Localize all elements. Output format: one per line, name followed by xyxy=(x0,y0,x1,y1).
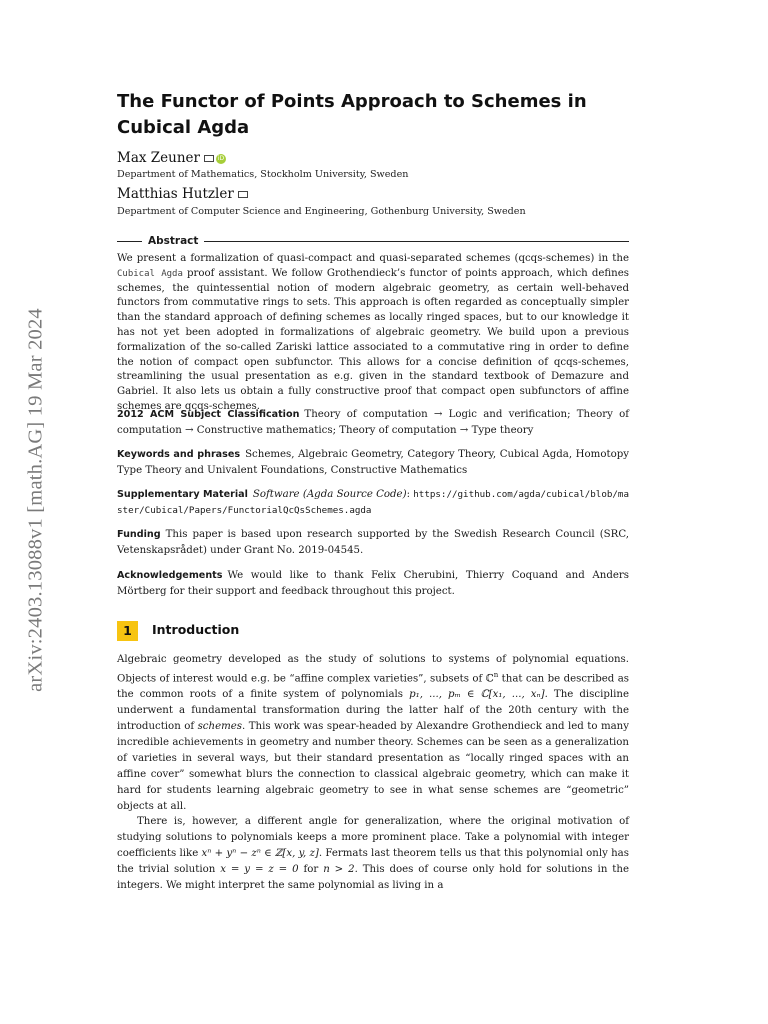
email-icon[interactable] xyxy=(238,191,248,198)
rule-divider xyxy=(117,241,142,242)
rule-divider xyxy=(204,241,629,242)
arxiv-identifier: arXiv:2403.13088v1 [math.AG] 19 Mar 2024 xyxy=(24,308,47,692)
supplementary-link[interactable]: https://github.com/agda/cubical/blob/master/Cubical/Papers/FunctorialQcQsSchemes.agda xyxy=(117,489,629,516)
paragraph: There is, however, a different angle for generalization, where the original motivation of studying solutions to polynomials keeps a more prominent place. Take a polynomial with integer coefficients like xⁿ + yⁿ − zⁿ ∈ ℤ[x, y, z]. Fermats last theorem tells us that this polynomial only has the trivial solution x = y = z = 0 for n > 2. This does of course only hold for solutions in the integers. We might interpret the same polynomial as living in a xyxy=(117,816,629,892)
author-name: Max Zeuner xyxy=(117,150,200,166)
abstract-header xyxy=(117,236,629,246)
acknowledgements: Acknowledgements We would like to thank Felix Cherubini, Thierry Coquand and Anders Mörtberg for their support and feedback throughout this project. xyxy=(117,570,629,597)
acm-classification: 2012 ACM Subject Classification Theory of computation → Logic and verification; Theory of computation → Constructive mathematics; Theory of computation → Type theory xyxy=(117,409,629,436)
keywords: Keywords and phrases Schemes, Algebraic Geometry, Category Theory, Cubical Agda, Homotopy Type Theory and Univalent Foundations, Constructive Mathematics xyxy=(117,449,629,476)
meta-key: 2012 ACM Subject Classification xyxy=(117,409,300,420)
paper-title: The Functor of Points Approach to Schemes in Cubical Agda xyxy=(117,91,587,138)
author-affiliation: Department of Computer Science and Engineering, Gothenburg University, Sweden xyxy=(117,206,526,217)
funding: Funding This paper is based upon research supported by the Swedish Research Council (SRC, Vetenskapsrådet) under Grant No. 2019-04545. xyxy=(117,529,629,556)
meta-key: Supplementary Material xyxy=(117,489,248,500)
author-2 xyxy=(117,186,248,202)
abstract-heading: Abstract xyxy=(148,235,199,247)
email-icon[interactable] xyxy=(204,155,214,162)
meta-key: Funding xyxy=(117,529,161,540)
section-number: 1 xyxy=(117,621,138,641)
author-name: Matthias Hutzler xyxy=(117,186,234,202)
author-affiliation: Department of Mathematics, Stockholm University, Sweden xyxy=(117,169,409,180)
code-term: Cubical Agda xyxy=(117,268,183,279)
section-heading xyxy=(117,620,239,640)
meta-key: Keywords and phrases xyxy=(117,449,241,460)
paragraph: Algebraic geometry developed as the study of solutions to systems of polynomial equations. Objects of interest would e.g. be “affine complex varieties”, subsets of ℂ$^n$ that can be described as the common roots of a finite system of polynomials p₁, ..., pₘ ∈ ℂ[x₁, ..., xₙ]. The discipline underwent a fundamental transformation during the latter half of the 20th century with the introduction of schemes. This work was spear-headed by Alexandre Grothendieck and led to many incredible achievements in geometry and number theory. Schemes can be seen as a generalization of varieties in several ways, but their standard presentation as “locally ringed spaces with an affine cover” somewhat blurs the connection to classical algebraic geometry, which can make it hard for students learning algebraic geometry to see in what sense schemes are “geometric” objects at all. xyxy=(117,654,629,812)
abstract-text: We present a formalization of quasi-compact and quasi-separated schemes (qcqs-schemes) in the Cubical Agda proof assistant. We follow Grothendieck’s functor of points approach, which defines schemes, the quintessential notion of modern algebraic geometry, as certain well-behaved functors from commutative rings to sets. This approach is often regarded as conceptually simpler than the standard approach of defining schemes as locally ringed spaces, but to our knowledge it has not yet been adopted in formalizations of algebraic geometry. We build upon a previous formalization of the so-called Zariski lattice associated to a commutative ring in order to define the notion of compact open subfunctor. This allows for a concise definition of qcqs-schemes, streamlining the usual presentation as e.g. given in the standard textbook of Demazure and Gabriel. It also lets us obtain a fully constructive proof that compact open subfunctors of affine schemes are qcqs-schemes. xyxy=(117,253,630,412)
section-title: Introduction xyxy=(152,622,240,637)
author-1 xyxy=(117,150,226,166)
introduction-body xyxy=(117,652,629,894)
supplementary-material: Supplementary Material Software (Agda Source Code): https://github.com/agda/cubical/blob/master/Cubical/Papers/FunctorialQcQsSchemes.agda xyxy=(117,489,629,516)
meta-key: Acknowledgements xyxy=(117,570,223,581)
orcid-icon[interactable]: iD xyxy=(217,155,225,162)
